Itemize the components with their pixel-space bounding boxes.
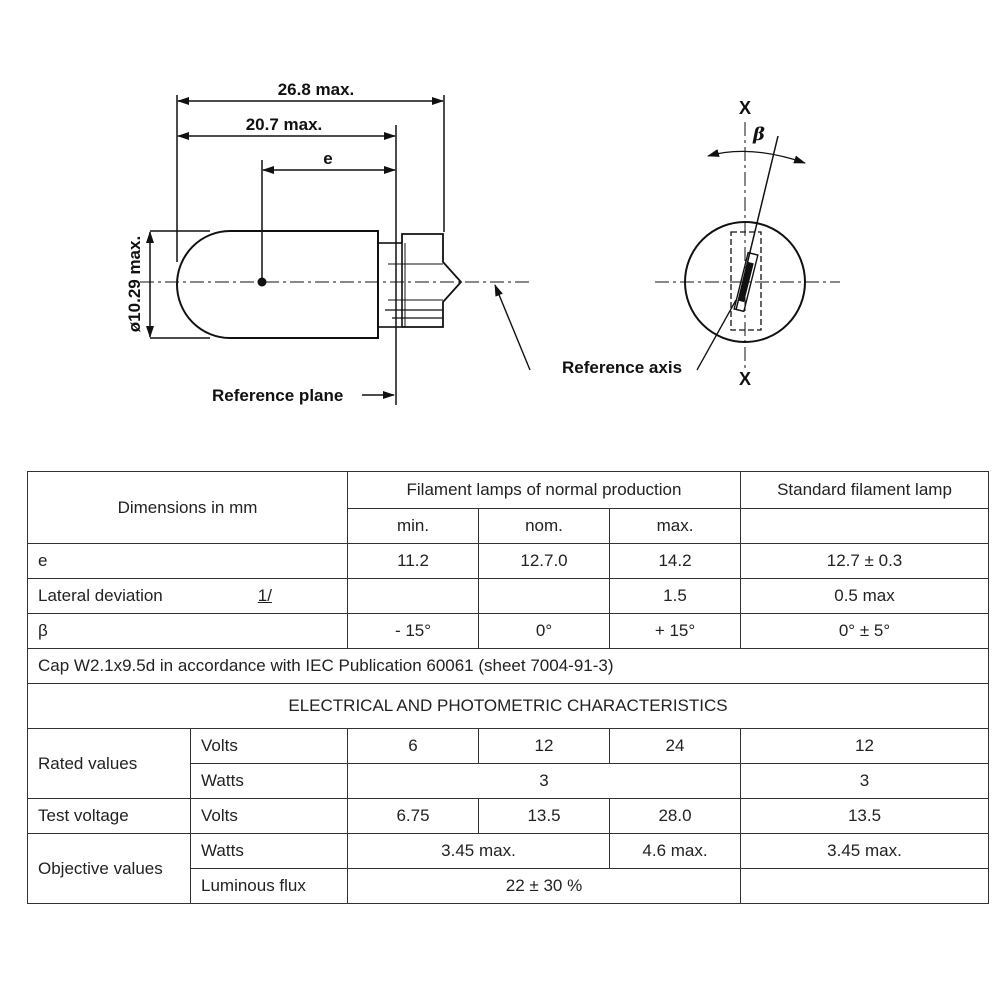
specification-table [27,471,989,904]
luminous-flux-std [741,869,989,904]
dimension-lines [150,101,443,395]
row-lateral-deviation [28,579,989,614]
row-beta-label: β [28,614,348,649]
lamp-dimension-drawing [0,0,1000,450]
row-e-nom: 12.7.0 [479,544,610,579]
luminous-flux-label: Luminous flux [191,869,348,904]
row-beta-std: 0° ± 5° [741,614,989,649]
row-e-label: e [28,544,348,579]
test-volts-24: 28.0 [610,799,741,834]
header-normal-production: Filament lamps of normal production [348,472,741,509]
rated-volts-24: 24 [610,729,741,764]
test-voltage-label: Test voltage [28,799,191,834]
row-lateral-min [348,579,479,614]
dim-overall-length: 26.8 max. [277,80,355,99]
rated-volts-label: Volts [191,729,348,764]
objective-watts-12: 3.45 max. [348,834,610,869]
rated-volts-6: 6 [348,729,479,764]
row-lateral-label: Lateral deviation [38,586,163,605]
axis-x-top-label: X [738,98,752,118]
dim-to-reference-plane: 20.7 max. [245,115,323,134]
objective-watts-label: Watts [191,834,348,869]
row-objective-watts [28,834,989,869]
luminous-flux-value: 22 ± 30 % [348,869,741,904]
row-lateral-max: 1.5 [610,579,741,614]
header-standard-lamp: Standard filament lamp [741,472,989,509]
header-max: max. [610,509,741,544]
dim-diameter: ø10.29 max. [125,235,144,333]
header-standard-blank [741,509,989,544]
reference-axis-label: Reference axis [562,358,683,377]
test-volts-6: 6.75 [348,799,479,834]
row-lateral-std: 0.5 max [741,579,989,614]
rated-values-label: Rated values [28,729,191,799]
test-volts-12: 13.5 [479,799,610,834]
objective-values-label: Objective values [28,834,191,904]
row-rated-volts [28,729,989,764]
objective-watts-std: 3.45 max. [741,834,989,869]
row-e [28,544,989,579]
row-lateral-nom [479,579,610,614]
row-lateral-label-cell [28,579,348,614]
row-e-max: 14.2 [610,544,741,579]
rated-watts-value: 3 [348,764,741,799]
row-lateral-note: 1/ [257,586,272,605]
beta-angle-label: β [753,124,765,145]
row-beta-min: - 15° [348,614,479,649]
objective-watts-24: 4.6 max. [610,834,741,869]
row-e-min: 11.2 [348,544,479,579]
row-e-std: 12.7 ± 0.3 [741,544,989,579]
row-beta-nom: 0° [479,614,610,649]
electrical-title: ELECTRICAL AND PHOTOMETRIC CHARACTERISTICS [28,684,989,729]
lamp-end-view [655,122,840,370]
row-test-voltage [28,799,989,834]
rated-volts-std: 12 [741,729,989,764]
reference-plane-label: Reference plane [212,386,344,405]
header-dimensions: Dimensions in mm [28,472,348,544]
cap-note: Cap W2.1x9.5d in accordance with IEC Publication 60061 (sheet 7004-91-3) [28,649,989,684]
lamp-side-view [140,95,530,405]
dim-e: e [323,149,333,168]
header-min: min. [348,509,479,544]
rated-volts-12: 12 [479,729,610,764]
test-volts-label: Volts [191,799,348,834]
header-nom: nom. [479,509,610,544]
row-beta [28,614,989,649]
row-beta-max: + 15° [610,614,741,649]
test-volts-std: 13.5 [741,799,989,834]
axis-x-bottom-label: X [738,369,752,389]
rated-watts-std: 3 [741,764,989,799]
rated-watts-label: Watts [191,764,348,799]
